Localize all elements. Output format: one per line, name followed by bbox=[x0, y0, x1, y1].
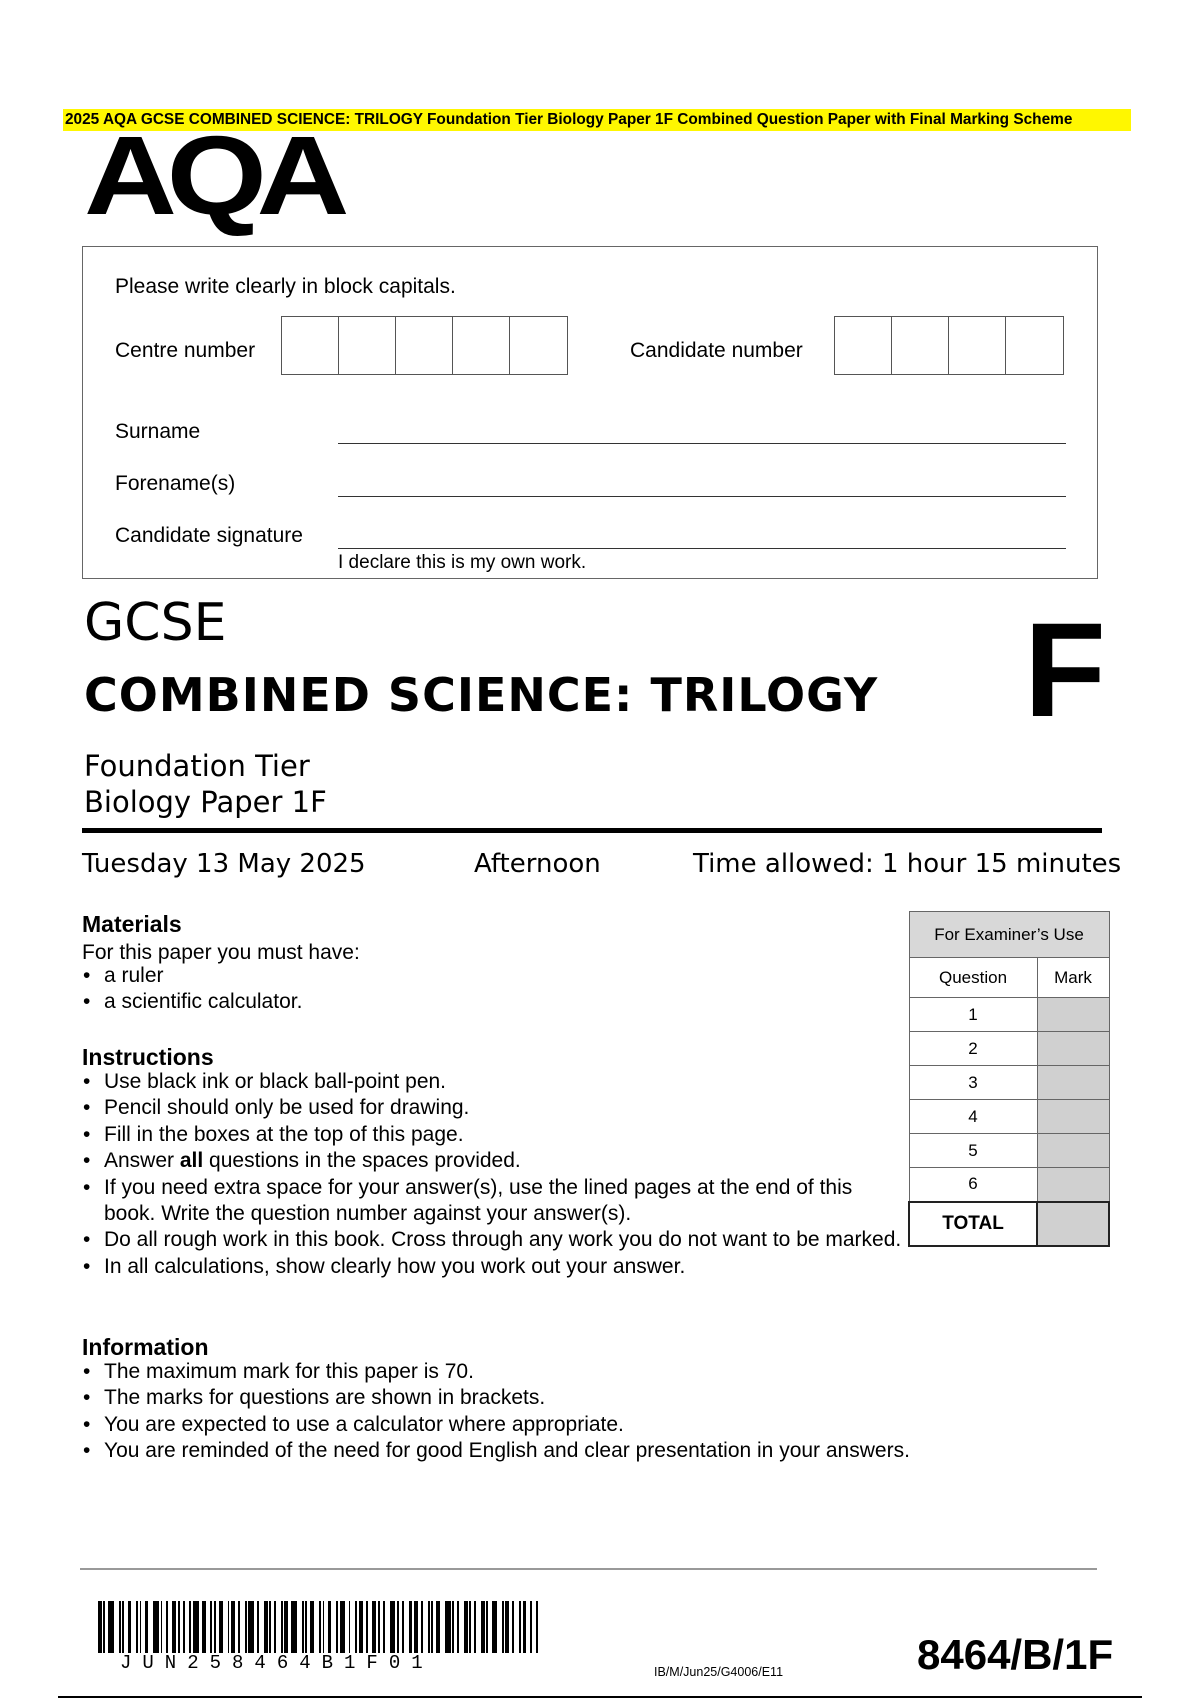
mark-cell bbox=[1037, 1168, 1109, 1202]
barcode-bar bbox=[178, 1601, 180, 1653]
candidate-number-cell[interactable] bbox=[1006, 317, 1063, 374]
question-number: 2 bbox=[909, 1032, 1037, 1066]
materials-intro: For this paper you must have: bbox=[82, 941, 360, 964]
list-item: • You are reminded of the need for good English and clear presentation in your answers. bbox=[82, 1438, 1082, 1464]
barcode-bar bbox=[140, 1601, 142, 1653]
question-column-header: Question bbox=[909, 958, 1037, 998]
barcode-bar bbox=[464, 1601, 468, 1653]
barcode-bar bbox=[492, 1601, 498, 1653]
barcode-bar bbox=[523, 1601, 527, 1653]
barcode-bar bbox=[284, 1601, 288, 1653]
barcode-bar bbox=[172, 1601, 176, 1653]
exam-date: Tuesday 13 May 2025 bbox=[82, 849, 366, 879]
barcode-text: JUN258464B1F01 bbox=[120, 1652, 434, 1674]
time-allowed: Time allowed: 1 hour 15 minutes bbox=[693, 849, 1122, 879]
barcode-bar bbox=[98, 1601, 102, 1653]
centre-number-cell[interactable] bbox=[396, 317, 453, 374]
mark-cell bbox=[1037, 1134, 1109, 1168]
centre-number-cell[interactable] bbox=[510, 317, 567, 374]
tier-letter: F bbox=[1024, 596, 1106, 745]
barcode-bar bbox=[128, 1601, 132, 1653]
mark-cell bbox=[1037, 1066, 1109, 1100]
barcode-bar bbox=[436, 1601, 440, 1653]
signature-field[interactable] bbox=[338, 548, 1066, 549]
examiner-use-table bbox=[908, 911, 1110, 1247]
paper-reference: IB/M/Jun25/G4006/E11 bbox=[654, 1665, 784, 1679]
barcode-bar bbox=[108, 1601, 114, 1653]
mark-cell bbox=[1037, 998, 1109, 1032]
barcode-bar bbox=[219, 1601, 223, 1653]
barcode-bar bbox=[397, 1601, 399, 1653]
aqa-logo: AQA bbox=[84, 113, 340, 238]
question-number: 6 bbox=[909, 1168, 1037, 1202]
barcode-bar bbox=[238, 1601, 240, 1653]
barcode-bar bbox=[414, 1601, 418, 1653]
barcode-bar bbox=[264, 1601, 268, 1653]
centre-number-cell[interactable] bbox=[453, 317, 510, 374]
total-mark-cell bbox=[1037, 1202, 1109, 1246]
surname-label: Surname bbox=[115, 420, 201, 443]
barcode-bar bbox=[409, 1601, 413, 1653]
total-row bbox=[909, 1202, 1109, 1246]
barcode-image bbox=[98, 1601, 540, 1653]
footer-rule bbox=[80, 1568, 1097, 1570]
information-heading: Information bbox=[82, 1334, 209, 1360]
barcode-bar bbox=[202, 1601, 206, 1653]
barcode-bar bbox=[248, 1601, 254, 1653]
barcode-bar bbox=[349, 1601, 351, 1653]
barcode-bar bbox=[231, 1601, 235, 1653]
barcode-bar bbox=[378, 1601, 380, 1653]
barcode-bar bbox=[355, 1601, 357, 1653]
question-number: 1 bbox=[909, 998, 1037, 1032]
barcode-bar bbox=[502, 1601, 504, 1653]
list-item: • Answer all questions in the spaces provided. bbox=[82, 1148, 902, 1174]
total-label: TOTAL bbox=[909, 1202, 1037, 1246]
barcode-bar bbox=[166, 1601, 168, 1653]
barcode-bar bbox=[183, 1601, 185, 1653]
barcode-bar bbox=[505, 1601, 509, 1653]
barcode-bar bbox=[269, 1601, 271, 1653]
list-item: • If you need extra space for your answer(s), use the lined pages at the end of this book. Write the question number against your answer(s). bbox=[82, 1175, 902, 1228]
instructions-heading: Instructions bbox=[82, 1044, 214, 1070]
list-item: • a scientific calculator. bbox=[82, 989, 902, 1015]
barcode-bar bbox=[512, 1601, 514, 1653]
mark-column-header: Mark bbox=[1037, 958, 1109, 998]
table-row bbox=[909, 998, 1109, 1032]
table-row bbox=[909, 1100, 1109, 1134]
table-row bbox=[909, 1134, 1109, 1168]
candidate-number-cell[interactable] bbox=[835, 317, 892, 374]
block-capitals-instruction: Please write clearly in block capitals. bbox=[115, 275, 456, 298]
barcode-bar bbox=[319, 1601, 321, 1653]
candidate-details-box bbox=[82, 246, 1098, 579]
list-item: • Pencil should only be used for drawing. bbox=[82, 1095, 902, 1121]
barcode-bar bbox=[310, 1601, 314, 1653]
barcode-bar bbox=[119, 1601, 121, 1653]
list-item: • In all calculations, show clearly how you work out your answer. bbox=[82, 1254, 902, 1280]
barcode-bar bbox=[193, 1601, 199, 1653]
document-title-banner: 2025 AQA GCSE COMBINED SCIENCE: TRILOGY Foundation Tier Biology Paper 1F Combined Question Paper with Final Marking Scheme bbox=[63, 109, 1131, 131]
information-list bbox=[82, 1359, 1082, 1465]
barcode-bar bbox=[336, 1601, 338, 1653]
barcode-bar bbox=[274, 1601, 276, 1653]
barcode-bar bbox=[153, 1601, 159, 1653]
qualification-level: GCSE bbox=[84, 593, 227, 653]
centre-number-cell[interactable] bbox=[282, 317, 339, 374]
forename-label: Forename(s) bbox=[115, 472, 236, 495]
barcode-bar bbox=[245, 1601, 247, 1653]
table-row bbox=[909, 1032, 1109, 1066]
barcode-bar bbox=[103, 1601, 105, 1653]
surname-field[interactable] bbox=[338, 443, 1066, 444]
tier-name: Foundation Tier bbox=[84, 749, 310, 783]
barcode-bar bbox=[228, 1601, 230, 1653]
list-item: • Do all rough work in this book. Cross through any work you do not want to be marked. bbox=[82, 1227, 902, 1253]
centre-number-boxes[interactable] bbox=[281, 316, 568, 375]
mark-cell bbox=[1037, 1032, 1109, 1066]
candidate-number-label: Candidate number bbox=[630, 339, 803, 362]
barcode-bar bbox=[323, 1601, 325, 1653]
barcode-bar bbox=[469, 1601, 471, 1653]
bottom-rule bbox=[58, 1696, 1142, 1698]
barcode-bar bbox=[481, 1601, 485, 1653]
barcode-bar bbox=[145, 1601, 149, 1653]
barcode-bar bbox=[281, 1601, 283, 1653]
barcode-bar bbox=[328, 1601, 332, 1653]
barcode-bar bbox=[302, 1601, 304, 1653]
barcode-bar bbox=[383, 1601, 385, 1653]
barcode-bar bbox=[214, 1601, 216, 1653]
barcode-bar bbox=[210, 1601, 212, 1653]
table-row bbox=[909, 1066, 1109, 1100]
question-number: 3 bbox=[909, 1066, 1037, 1100]
barcode-bar bbox=[366, 1601, 368, 1653]
barcode-bar bbox=[530, 1601, 532, 1653]
barcode-bar bbox=[452, 1601, 454, 1653]
barcode-bar bbox=[457, 1601, 459, 1653]
barcode-bar bbox=[445, 1601, 451, 1653]
list-item: • Use black ink or black ball-point pen. bbox=[82, 1069, 902, 1095]
barcode-bar bbox=[421, 1601, 423, 1653]
barcode-bar bbox=[390, 1601, 396, 1653]
exam-session: Afternoon bbox=[474, 849, 601, 879]
list-item: • The maximum mark for this paper is 70. bbox=[82, 1359, 1082, 1385]
barcode-bar bbox=[340, 1601, 346, 1653]
barcode-bar bbox=[136, 1601, 138, 1653]
centre-number-label: Centre number bbox=[115, 339, 256, 362]
instructions-list bbox=[82, 1069, 902, 1280]
mark-cell bbox=[1037, 1100, 1109, 1134]
subject-title: COMBINED SCIENCE: TRILOGY bbox=[84, 668, 879, 722]
barcode-bar bbox=[122, 1601, 124, 1653]
barcode-bar bbox=[402, 1601, 404, 1653]
barcode-bar bbox=[519, 1601, 521, 1653]
barcode-bar bbox=[161, 1601, 163, 1653]
paper-name: Biology Paper 1F bbox=[84, 785, 327, 819]
barcode-bar bbox=[474, 1601, 476, 1653]
forename-field[interactable] bbox=[338, 496, 1066, 497]
centre-number-cell[interactable] bbox=[339, 317, 396, 374]
signature-label: Candidate signature bbox=[115, 524, 303, 547]
list-item: • The marks for questions are shown in brackets. bbox=[82, 1385, 1082, 1411]
examiner-table-title: For Examiner’s Use bbox=[909, 912, 1109, 958]
list-item: • Fill in the boxes at the top of this page. bbox=[82, 1122, 902, 1148]
candidate-number-boxes[interactable] bbox=[834, 316, 1064, 375]
barcode-bar bbox=[189, 1601, 191, 1653]
barcode-bar bbox=[536, 1601, 538, 1653]
barcode-bar bbox=[291, 1601, 297, 1653]
candidate-number-cell[interactable] bbox=[892, 317, 949, 374]
barcode-bar bbox=[431, 1601, 433, 1653]
question-number: 5 bbox=[909, 1134, 1037, 1168]
barcode-bar bbox=[359, 1601, 363, 1653]
declaration-text: I declare this is my own work. bbox=[338, 552, 587, 573]
list-item: • You are expected to use a calculator where appropriate. bbox=[82, 1412, 1082, 1438]
barcode-bar bbox=[486, 1601, 488, 1653]
materials-heading: Materials bbox=[82, 911, 182, 937]
candidate-number-cell[interactable] bbox=[949, 317, 1006, 374]
barcode-bar bbox=[305, 1601, 307, 1653]
paper-code: 8464/B/1F bbox=[917, 1631, 1114, 1678]
list-item: • a ruler bbox=[82, 963, 902, 989]
question-number: 4 bbox=[909, 1100, 1037, 1134]
barcode-bar bbox=[257, 1601, 259, 1653]
barcode-bar bbox=[428, 1601, 430, 1653]
materials-list bbox=[82, 963, 902, 1016]
barcode-bar bbox=[372, 1601, 376, 1653]
table-row bbox=[909, 1168, 1109, 1202]
divider-rule bbox=[82, 828, 1102, 833]
